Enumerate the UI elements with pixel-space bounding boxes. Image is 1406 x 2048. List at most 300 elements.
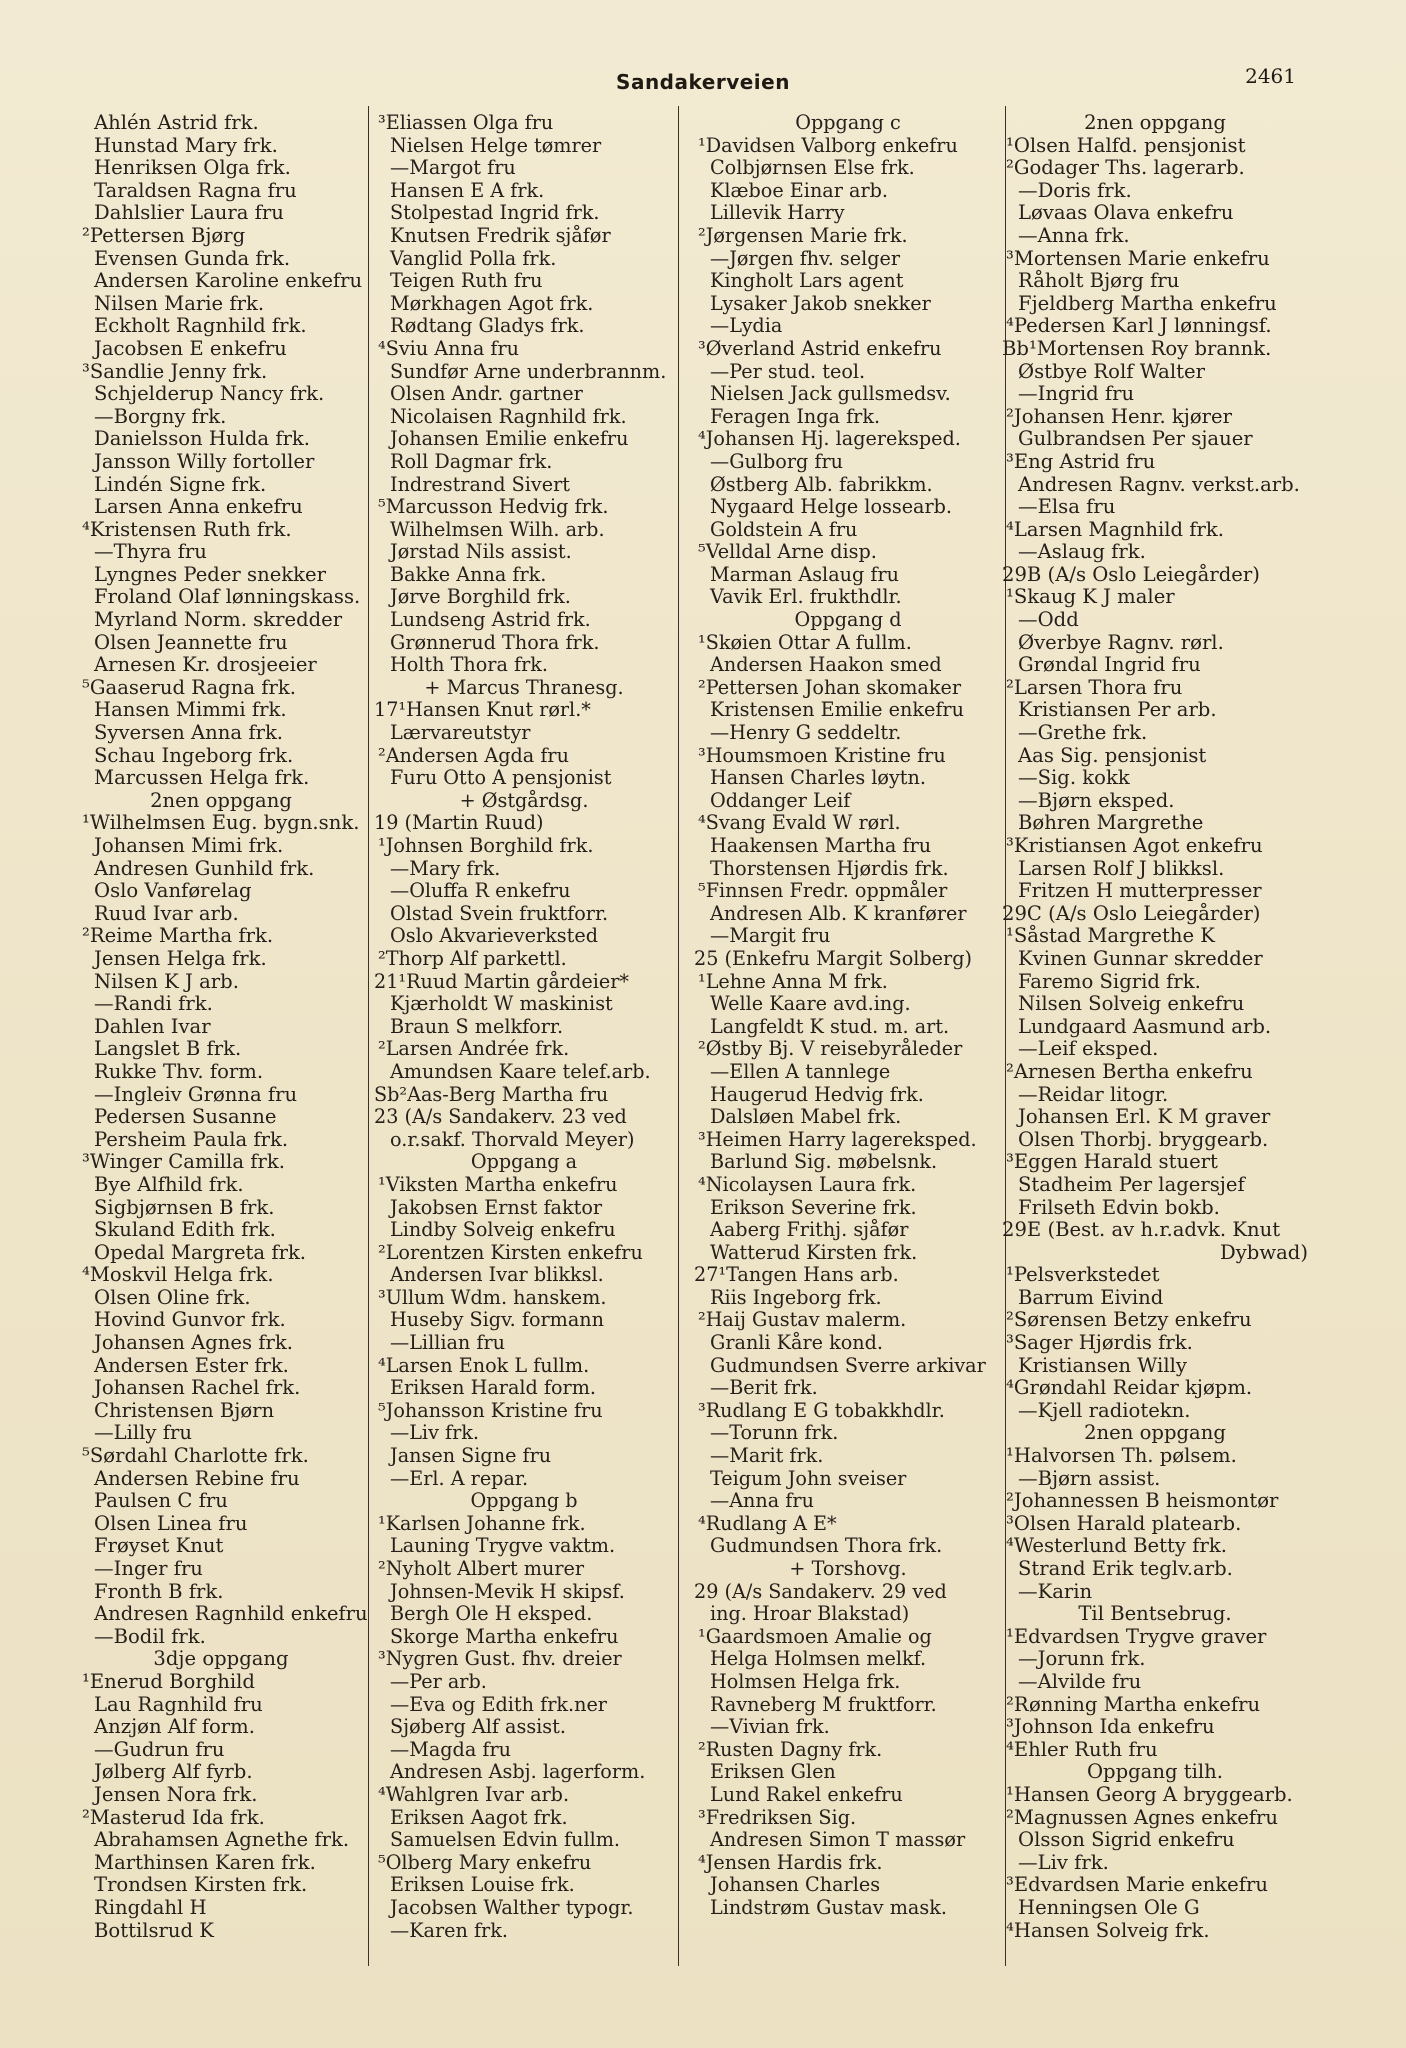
section-heading: + Marcus Thranesg. bbox=[424, 675, 624, 699]
listing-entry: Sb²Aas-Berg Martha fru bbox=[374, 1082, 609, 1106]
listing-entry: Løvaas Olava enkefru bbox=[1018, 201, 1234, 225]
column-3 bbox=[694, 112, 1002, 1972]
listing-entry: ¹Skøien Ottar A fullm. bbox=[698, 630, 912, 654]
listing-entry: Henriksen Olga frk. bbox=[94, 156, 291, 180]
listing-entry: Lysaker Jakob snekker bbox=[710, 291, 931, 315]
listing-entry: ³Winger Camilla frk. bbox=[82, 1150, 285, 1174]
listing-entry: ³Sandlie Jenny frk. bbox=[82, 359, 268, 383]
listing-entry: ²Sørensen Betzy enkefru bbox=[1006, 1308, 1252, 1332]
listing-entry: Lundgaard Aasmund arb. bbox=[1018, 1014, 1272, 1038]
listing-entry: ³Eliassen Olga fru bbox=[378, 111, 554, 134]
listing-entry: Johansen Agnes frk. bbox=[94, 1331, 293, 1355]
listing-entry: Jansen Signe fru bbox=[390, 1444, 552, 1468]
listing-entry: Bye Alfhild frk. bbox=[94, 1172, 244, 1196]
listing-entry: —Torunn frk. bbox=[710, 1421, 839, 1445]
listing-entry: Nielsen Helge tømrer bbox=[390, 133, 602, 157]
listing-entry: Østbye Rolf Walter bbox=[1018, 359, 1205, 383]
listing-entry: Dahlslier Laura fru bbox=[94, 201, 284, 225]
listing-entry: Eriksen Louise frk. bbox=[390, 1873, 575, 1897]
listing-entry: —Doris frk. bbox=[1018, 178, 1132, 202]
listing-entry: Jacobsen Walther typogr. bbox=[390, 1895, 634, 1919]
listing-entry: ¹Gaardsmoen Amalie og bbox=[698, 1624, 932, 1648]
listing-entry: Gudmundsen Thora frk. bbox=[710, 1534, 943, 1558]
listing-entry: —Kjell radiotekn. bbox=[1018, 1398, 1191, 1422]
listing-entry: Johansen Rachel frk. bbox=[94, 1376, 301, 1400]
listing-entry: Lindstrøm Gustav mask. bbox=[710, 1895, 947, 1919]
listing-entry: Johansen Emilie enkefru bbox=[390, 427, 629, 451]
listing-entry: ³Ullum Wdm. hanskem. bbox=[378, 1285, 607, 1309]
listing-entry: ⁵Johansson Kristine fru bbox=[378, 1398, 603, 1422]
listing-entry: —Ingrid fru bbox=[1018, 382, 1135, 406]
listing-entry: Taraldsen Ragna fru bbox=[94, 178, 297, 202]
listing-entry: Goldstein A fru bbox=[710, 517, 858, 541]
listing-entry: Samuelsen Edvin fullm. bbox=[390, 1828, 621, 1852]
listing-entry: Erikson Severine frk. bbox=[710, 1195, 917, 1219]
section-heading: Oppgang a bbox=[470, 1150, 578, 1174]
listing-entry: ²Jørgensen Marie frk. bbox=[698, 223, 908, 247]
listing-entry: Oddanger Leif bbox=[710, 788, 851, 812]
listing-entry: Syversen Anna frk. bbox=[94, 721, 284, 745]
listing-entry: ²Haij Gustav malerm. bbox=[698, 1308, 907, 1332]
listing-entry: Eriksen Harald form. bbox=[390, 1376, 597, 1400]
listing-entry: Klæboe Einar arb. bbox=[710, 178, 888, 202]
listing-entry: Jacobsen E enkefru bbox=[94, 336, 287, 360]
listing-entry: Eriksen Glen bbox=[710, 1760, 836, 1784]
listing-entry: Gulbrandsen Per sjauer bbox=[1018, 427, 1253, 451]
listing-entry: —Bjørn eksped. bbox=[1018, 788, 1175, 812]
listing-entry: Haakensen Martha fru bbox=[710, 834, 932, 857]
listing-entry: —Aslaug frk. bbox=[1018, 540, 1146, 564]
listing-entry: Oslo Vanførelag bbox=[94, 879, 252, 903]
listing-entry: ²Rønning Martha enkefru bbox=[1006, 1692, 1261, 1716]
listing-entry: Granli Kåre kond. bbox=[710, 1331, 883, 1355]
listing-entry: —Henry G seddeltr. bbox=[710, 721, 902, 745]
listing-entry: Kristiansen Per arb. bbox=[1018, 698, 1217, 722]
listing-entry: —Anna fru bbox=[710, 1489, 814, 1513]
listing-entry: Ringdahl H bbox=[94, 1895, 207, 1919]
column-divider bbox=[368, 106, 369, 1966]
listing-entry: Skorge Martha enkefru bbox=[390, 1624, 619, 1648]
listing-entry: —Vivian frk. bbox=[710, 1715, 830, 1739]
listing-entry: ²Pettersen Bjørg bbox=[82, 223, 246, 247]
listing-entry: —Alvilde fru bbox=[1018, 1669, 1142, 1693]
listing-entry: —Per stud. teol. bbox=[710, 359, 866, 383]
listing-entry: Olsen Linea fru bbox=[94, 1511, 248, 1535]
listing-entry: —Mary frk. bbox=[390, 856, 501, 880]
listing-entry: Rødtang Gladys frk. bbox=[390, 314, 585, 338]
listing-entry: Pedersen Susanne bbox=[94, 1105, 277, 1129]
page-number: 2461 bbox=[1245, 64, 1296, 88]
listing-entry: Dalsløen Mabel frk. bbox=[710, 1105, 902, 1129]
listing-entry: Olstad Svein fruktforr. bbox=[390, 901, 609, 925]
listing-entry: ¹Såstad Margrethe K bbox=[1006, 924, 1215, 948]
listing-entry: —Erl. A repar. bbox=[390, 1466, 529, 1490]
listing-entry: Marcussen Helga frk. bbox=[94, 766, 310, 790]
listing-entry: Sundfør Arne underbrannm. bbox=[390, 359, 667, 383]
listing-entry: —Randi frk. bbox=[94, 992, 213, 1016]
listing-entry: ¹Karlsen Johanne frk. bbox=[378, 1511, 586, 1535]
listing-entry: Holmsen Helga frk. bbox=[710, 1669, 901, 1693]
listing-entry: ¹Viksten Martha enkefru bbox=[378, 1172, 618, 1196]
listing-entry: Abrahamsen Agnethe frk. bbox=[94, 1828, 350, 1852]
listing-entry: ⁴Larsen Enok L fullm. bbox=[378, 1353, 590, 1377]
listing-entry: ²Nyholt Albert murer bbox=[378, 1557, 585, 1580]
listing-entry: Olsen Jeannette fru bbox=[94, 630, 288, 654]
listing-entry: ³Eggen Harald stuert bbox=[1006, 1150, 1218, 1174]
listing-entry: ¹Johnsen Borghild frk. bbox=[378, 834, 594, 857]
listing-entry: ²Godager Ths. lagerarb. bbox=[1006, 156, 1245, 180]
listing-entry: ⁵Olberg Mary enkefru bbox=[378, 1850, 592, 1874]
listing-entry: ³Johnson Ida enkefru bbox=[1006, 1715, 1215, 1739]
section-heading: 2nen oppgang bbox=[1084, 111, 1226, 134]
listing-entry: ⁴Westerlund Betty frk. bbox=[1006, 1534, 1227, 1558]
listing-entry: ³Sager Hjørdis frk. bbox=[1006, 1331, 1193, 1355]
listing-entry: Kjærholdt W maskinist bbox=[390, 992, 613, 1016]
listing-entry: ²Johannessen B heismontør bbox=[1006, 1489, 1279, 1513]
listing-entry: Henningsen Ole G bbox=[1018, 1895, 1200, 1919]
listing-entry: ⁴Moskvil Helga frk. bbox=[82, 1263, 274, 1287]
listing-entry: Nilsen Marie frk. bbox=[94, 291, 265, 315]
listing-entry: Roll Dagmar frk. bbox=[390, 449, 553, 473]
listing-entry: —Karin bbox=[1018, 1579, 1093, 1603]
listing-entry: Grøndal Ingrid fru bbox=[1018, 653, 1201, 677]
listing-entry: Myrland Norm. skredder bbox=[94, 608, 343, 632]
listing-entry: Kristensen Emilie enkefru bbox=[710, 698, 964, 722]
listing-entry: Wilhelmsen Wilh. arb. bbox=[390, 517, 605, 541]
listing-entry: Lindby Solveig enkefru bbox=[390, 1218, 616, 1242]
listing-entry: Marthinsen Karen frk. bbox=[94, 1850, 316, 1874]
listing-entry: Jakobsen Ernst faktor bbox=[390, 1195, 603, 1219]
section-heading: 2nen oppgang bbox=[150, 788, 292, 812]
listing-entry: —Oluffa R enkefru bbox=[390, 879, 571, 903]
listing-entry: Indrestrand Sivert bbox=[390, 472, 571, 496]
listing-entry: Launing Trygve vaktm. bbox=[390, 1534, 616, 1558]
listing-entry: ³Nygren Gust. fhv. dreier bbox=[378, 1647, 622, 1671]
listing-entry: ²Johansen Henr. kjører bbox=[1006, 404, 1232, 428]
listing-entry: ³Kristiansen Agot enkefru bbox=[1006, 834, 1263, 857]
section-heading: + Torshovg. bbox=[789, 1557, 907, 1580]
listing-entry: Jansson Willy fortoller bbox=[94, 449, 315, 473]
section-heading: Oppgang b bbox=[470, 1489, 578, 1513]
section-heading: Til Bentsebrug. bbox=[1078, 1602, 1232, 1626]
listing-entry: Riis Ingeborg frk. bbox=[710, 1285, 882, 1309]
listing-entry: —Margit fru bbox=[710, 924, 831, 948]
listing-entry: Amundsen Kaare telef.arb. bbox=[390, 1059, 651, 1083]
listing-entry: Johansen Erl. K M graver bbox=[1018, 1105, 1271, 1129]
listing-entry: —Bjørn assist. bbox=[1018, 1466, 1161, 1490]
listing-entry: —Sig. kokk bbox=[1018, 766, 1130, 790]
listing-entry: Jølberg Alf fyrb. bbox=[94, 1760, 253, 1784]
listing-entry: ⁴Grøndahl Reidar kjøpm. bbox=[1006, 1376, 1253, 1400]
section-heading: Oppgang tilh. bbox=[1086, 1760, 1224, 1784]
listing-entry: Fronth B frk. bbox=[94, 1579, 224, 1603]
listing-entry: ¹Halvorsen Th. pølsem. bbox=[1006, 1444, 1237, 1468]
listing-entry: o.r.sakf. Thorvald Meyer) bbox=[390, 1127, 635, 1151]
listing-entry: Vanglid Polla frk. bbox=[390, 246, 557, 270]
listing-entry: Larsen Anna enkefru bbox=[94, 495, 303, 519]
listing-entry: Johansen Charles bbox=[710, 1873, 881, 1897]
listing-entry: ⁴Nicolaysen Laura frk. bbox=[698, 1172, 917, 1196]
listing-entry: Andresen Ragnhild enkefru bbox=[94, 1602, 368, 1626]
listing-entry: Oslo Akvarieverksted bbox=[390, 924, 598, 948]
listing-entry: Marman Aslaug fru bbox=[710, 562, 899, 586]
listing-entry: Trondsen Kirsten frk. bbox=[94, 1873, 308, 1897]
listing-entry: —Berit frk. bbox=[710, 1376, 818, 1400]
listing-entry: —Thyra fru bbox=[94, 540, 207, 564]
listing-entry: ³Edvardsen Marie enkefru bbox=[1006, 1873, 1268, 1897]
listing-entry: Langslet B frk. bbox=[94, 1037, 242, 1061]
listing-entry: Andersen Haakon smed bbox=[710, 653, 942, 677]
listing-entry: ²Østby Bj. V reisebyråleder bbox=[698, 1037, 963, 1061]
listing-entry: Frøyset Knut bbox=[94, 1534, 224, 1558]
listing-entry: —Jorunn frk. bbox=[1018, 1647, 1146, 1671]
listing-entry: Olsson Sigrid enkefru bbox=[1018, 1828, 1235, 1852]
listing-entry: —Borgny frk. bbox=[94, 404, 227, 428]
listing-entry: Faremo Sigrid frk. bbox=[1018, 969, 1201, 993]
listing-entry: Andresen Simon T massør bbox=[710, 1828, 966, 1852]
listing-entry: ²Larsen Thora fru bbox=[1006, 675, 1183, 699]
listing-entry: —Jørgen fhv. selger bbox=[710, 246, 901, 270]
listing-entry: Bottilsrud K bbox=[94, 1918, 214, 1942]
listing-entry: ¹Edvardsen Trygve graver bbox=[1006, 1624, 1267, 1648]
listing-entry: —Lillian fru bbox=[390, 1331, 506, 1355]
listing-entry: Johansen Mimi frk. bbox=[94, 834, 284, 857]
listing-entry: ³Fredriksen Sig. bbox=[698, 1805, 857, 1829]
listing-entry: ²Lorentzen Kirsten enkefru bbox=[378, 1240, 643, 1264]
listing-entry: —Ingleiv Grønna fru bbox=[94, 1082, 298, 1106]
listing-entry: ²Arnesen Bertha enkefru bbox=[1006, 1059, 1253, 1083]
listing-entry: ⁴Rudlang A E* bbox=[698, 1511, 837, 1535]
listing-entry: Mørkhagen Agot frk. bbox=[390, 291, 594, 315]
listing-entry: —Liv frk. bbox=[390, 1421, 480, 1445]
listing-entry: Schjelderup Nancy frk. bbox=[94, 382, 325, 406]
listing-entry: Colbjørnsen Else frk. bbox=[710, 156, 915, 180]
listing-entry: Holth Thora frk. bbox=[390, 653, 549, 677]
listing-entry: 25 (Enkefru Margit Solberg) bbox=[694, 946, 972, 970]
section-heading: Oppgang d bbox=[794, 608, 902, 632]
listing-entry: Dybwad) bbox=[1220, 1240, 1308, 1264]
listing-entry: Bøhren Margrethe bbox=[1018, 811, 1204, 835]
listing-entry: ⁴Sviu Anna fru bbox=[378, 336, 520, 360]
listing-entry: Nilsen K J arb. bbox=[94, 969, 239, 993]
listing-entry: Strand Erik teglv.arb. bbox=[1018, 1557, 1233, 1580]
listing-entry: ⁴Ehler Ruth fru bbox=[1006, 1737, 1158, 1761]
listing-entry: Aas Sig. pensjonist bbox=[1018, 743, 1207, 767]
listing-entry: —Eva og Edith frk.ner bbox=[390, 1692, 607, 1716]
listing-entry: Frilseth Edvin bokb. bbox=[1018, 1195, 1220, 1219]
listing-entry: Hansen E A frk. bbox=[390, 178, 545, 202]
listing-entry: ²Larsen Andrée frk. bbox=[378, 1037, 570, 1061]
listing-entry: Helga Holmsen melkf. bbox=[710, 1647, 927, 1671]
listing-entry: —Inger fru bbox=[94, 1557, 203, 1580]
listing-entry: 19 (Martin Ruud) bbox=[374, 811, 544, 835]
listing-entry: 23 (A/s Sandakerv. 23 ved bbox=[374, 1105, 627, 1129]
listing-entry: Olsen Thorbj. bryggearb. bbox=[1018, 1127, 1269, 1151]
listing-entry: Andersen Rebine fru bbox=[94, 1466, 300, 1490]
listing-entry: Arnesen Kr. drosjeeier bbox=[94, 653, 317, 677]
listing-entry: Lindén Signe frk. bbox=[94, 472, 267, 496]
listing-entry: Ravneberg M fruktforr. bbox=[710, 1692, 937, 1716]
listing-entry: ³Øverland Astrid enkefru bbox=[698, 336, 942, 360]
listing-entry: 29E (Best. av h.r.advk. Knut bbox=[1002, 1218, 1281, 1242]
listing-entry: ²Masterud Ida frk. bbox=[82, 1805, 265, 1829]
listing-entry: Andresen Asbj. lagerform. bbox=[390, 1760, 646, 1784]
listing-entry: —Karen frk. bbox=[390, 1918, 508, 1942]
listing-entry: ²Andersen Agda fru bbox=[378, 743, 569, 767]
listing-entry: ¹Olsen Halfd. pensjonist bbox=[1006, 133, 1246, 157]
listing-entry: 29B (A/s Oslo Leiegårder) bbox=[1002, 562, 1260, 586]
listing-entry: Nygaard Helge lossearb. bbox=[710, 495, 953, 519]
listing-entry: Råholt Bjørg fru bbox=[1018, 269, 1180, 293]
listing-entry: Sigbjørnsen B frk. bbox=[94, 1195, 275, 1219]
listing-entry: Bakke Anna frk. bbox=[390, 562, 547, 586]
listing-entry: Ruud Ivar arb. bbox=[94, 901, 239, 925]
listing-entry: Jørve Borghild frk. bbox=[390, 585, 571, 609]
section-heading: + Østgårdsg. bbox=[459, 788, 589, 812]
listing-entry: Persheim Paula frk. bbox=[94, 1127, 289, 1151]
listing-entry: ⁵Marcusson Hedvig frk. bbox=[378, 495, 609, 519]
listing-entry: ²Pettersen Johan skomaker bbox=[698, 675, 962, 699]
listing-entry: Froland Olaf lønningskass. bbox=[94, 585, 361, 609]
listing-entry: ing. Hroar Blakstad) bbox=[710, 1602, 910, 1626]
listing-entry: Braun S melkforr. bbox=[390, 1014, 564, 1038]
listing-entry: Sjøberg Alf assist. bbox=[390, 1715, 566, 1739]
listing-entry: Jensen Helga frk. bbox=[94, 946, 267, 970]
listing-entry: Anzjøn Alf form. bbox=[94, 1715, 255, 1739]
listing-entry: ³Mortensen Marie enkefru bbox=[1006, 246, 1270, 270]
listing-entry: Feragen Inga frk. bbox=[710, 404, 881, 428]
listing-entry: Watterud Kirsten frk. bbox=[710, 1240, 918, 1264]
listing-entry: Evensen Gunda frk. bbox=[94, 246, 291, 270]
listing-entry: Huseby Sigv. formann bbox=[390, 1308, 605, 1332]
listing-entry: Welle Kaare avd.ing. bbox=[710, 992, 911, 1016]
listing-entry: —Ellen A tannlege bbox=[710, 1059, 891, 1083]
listing-entry: Bb¹Mortensen Roy brannk. bbox=[1002, 336, 1272, 360]
listing-entry: —Reidar litogr. bbox=[1018, 1082, 1169, 1106]
listing-entry: Kristiansen Willy bbox=[1018, 1353, 1187, 1377]
listing-entry: ⁴Pedersen Karl J lønningsf. bbox=[1006, 314, 1272, 338]
listing-entry: Olsen Oline frk. bbox=[94, 1285, 251, 1309]
listing-entry: —Per arb. bbox=[390, 1669, 487, 1693]
listing-entry: Eckholt Ragnhild frk. bbox=[94, 314, 307, 338]
listing-entry: Rukke Thv. form. bbox=[94, 1059, 264, 1083]
listing-entry: —Leif eksped. bbox=[1018, 1037, 1159, 1061]
listing-entry: Lund Rakel enkefru bbox=[710, 1782, 903, 1806]
column-4 bbox=[1002, 112, 1308, 1972]
listing-entry: ⁵Gaaserud Ragna frk. bbox=[82, 675, 296, 699]
listing-entry: Grønnerud Thora frk. bbox=[390, 630, 600, 654]
listing-entry: Aaberg Frithj. sjåfør bbox=[710, 1218, 909, 1242]
listing-entry: Vavik Erl. frukthdlr. bbox=[710, 585, 902, 609]
listing-entry: Johnsen-Mevik H skipsf. bbox=[390, 1579, 625, 1603]
listing-entry: Nicolaisen Ragnhild frk. bbox=[390, 404, 627, 428]
listing-entry: Ahlén Astrid frk. bbox=[94, 111, 259, 134]
listing-entry: Furu Otto A pensjonist bbox=[390, 766, 612, 790]
listing-entry: —Anna frk. bbox=[1018, 223, 1130, 247]
listing-entry: —Bodil frk. bbox=[94, 1624, 206, 1648]
listing-entry: Hovind Gunvor frk. bbox=[94, 1308, 286, 1332]
listing-entry: ¹Hansen Georg A bryggearb. bbox=[1006, 1782, 1293, 1806]
listing-entry: Kingholt Lars agent bbox=[710, 269, 904, 293]
street-title: Sandakerveien bbox=[616, 70, 790, 94]
listing-entry: 29C (A/s Oslo Leiegårder) bbox=[1002, 901, 1261, 925]
listing-entry: —Gulborg fru bbox=[710, 449, 844, 473]
listing-entry: Teigum John sveiser bbox=[710, 1466, 907, 1490]
listing-entry: Barrum Eivind bbox=[1018, 1285, 1164, 1309]
listing-entry: 21¹Ruud Martin gårdeier* bbox=[374, 969, 630, 993]
listing-entry: Jensen Nora frk. bbox=[94, 1782, 258, 1806]
listing-entry: ²Thorp Alf parkettl. bbox=[378, 946, 567, 970]
listing-entry: ¹Pelsverkstedet bbox=[1006, 1263, 1160, 1287]
listing-entry: Lundseng Astrid frk. bbox=[390, 608, 591, 632]
listing-entry: Danielsson Hulda frk. bbox=[94, 427, 311, 451]
listing-entry: Stadheim Per lagersjef bbox=[1018, 1172, 1245, 1196]
listing-entry: Fritzen H mutterpresser bbox=[1018, 879, 1262, 903]
section-heading: Oppgang c bbox=[795, 111, 901, 134]
listing-entry: Østberg Alb. fabrikkm. bbox=[710, 472, 933, 496]
listing-entry: Schau Ingeborg frk. bbox=[94, 743, 294, 767]
listing-entry: Lau Ragnhild fru bbox=[94, 1692, 263, 1716]
column-2 bbox=[374, 112, 674, 1972]
listing-entry: Barlund Sig. møbelsnk. bbox=[710, 1150, 938, 1174]
listing-entry: ⁵Velldal Arne disp. bbox=[698, 540, 877, 564]
listing-entry: Teigen Ruth fru bbox=[390, 269, 543, 293]
listing-entry: 29 (A/s Sandakerv. 29 ved bbox=[694, 1579, 947, 1603]
listing-entry: Hansen Charles løytn. bbox=[710, 766, 926, 790]
listing-entry: Eriksen Aagot frk. bbox=[390, 1805, 568, 1829]
listing-entry: Andersen Karoline enkefru bbox=[94, 269, 363, 293]
listing-entry: ¹Davidsen Valborg enkefru bbox=[698, 133, 958, 157]
listing-entry: Dahlen Ivar bbox=[94, 1014, 211, 1038]
listing-entry: —Elsa fru bbox=[1018, 495, 1116, 519]
listing-entry: Lillevik Harry bbox=[710, 201, 845, 225]
listing-entry: Langfeldt K stud. m. art. bbox=[710, 1014, 950, 1038]
listing-entry: ²Reime Martha frk. bbox=[82, 924, 274, 948]
listing-entry: ¹Wilhelmsen Eug. bygn.snk. bbox=[82, 811, 360, 835]
column-divider bbox=[678, 106, 679, 1966]
listing-entry: ³Rudlang E G tobakkhdlr. bbox=[698, 1398, 945, 1422]
listing-entry: Nielsen Jack gullsmedsv. bbox=[710, 382, 951, 406]
listing-entry: Andersen Ivar blikksl. bbox=[390, 1263, 604, 1287]
listing-entry: —Grethe frk. bbox=[1018, 721, 1148, 745]
listing-entry: Øverbye Ragnv. rørl. bbox=[1018, 630, 1224, 654]
listing-entry: ⁵Finnsen Fredr. oppmåler bbox=[698, 879, 948, 903]
listing-entry: —Odd bbox=[1018, 608, 1079, 632]
listing-entry: ¹Enerud Borghild bbox=[82, 1669, 255, 1693]
listing-entry: ⁴Wahlgren Ivar arb. bbox=[378, 1782, 570, 1806]
listing-entry: Paulsen C fru bbox=[94, 1489, 228, 1513]
listing-entry: ²Rusten Dagny frk. bbox=[698, 1737, 883, 1761]
listing-entry: Stolpestad Ingrid frk. bbox=[390, 201, 600, 225]
listing-entry: ⁵Sørdahl Charlotte frk. bbox=[82, 1444, 309, 1468]
listing-entry: Andresen Ragnv. verkst.arb. bbox=[1018, 472, 1300, 496]
listing-entry: ³Heimen Harry lagereksped. bbox=[698, 1127, 977, 1151]
listing-entry: Lyngnes Peder snekker bbox=[94, 562, 327, 586]
listing-entry: Kvinen Gunnar skredder bbox=[1018, 946, 1263, 970]
listing-entry: Andresen Alb. K kranfører bbox=[710, 901, 967, 925]
section-heading: 2nen oppgang bbox=[1084, 1421, 1226, 1445]
listing-entry: Hansen Mimmi frk. bbox=[94, 698, 287, 722]
listing-entry: Knutsen Fredrik sjåfør bbox=[390, 223, 611, 247]
listing-entry: —Liv frk. bbox=[1018, 1850, 1109, 1874]
listing-entry: ²Magnussen Agnes enkefru bbox=[1006, 1805, 1279, 1829]
listing-entry: Andersen Ester frk. bbox=[94, 1353, 289, 1377]
listing-entry: Thorstensen Hjørdis frk. bbox=[710, 856, 949, 880]
listing-entry: ⁴Kristensen Ruth frk. bbox=[82, 517, 292, 541]
listing-entry: —Lilly fru bbox=[94, 1421, 192, 1445]
listing-entry: Nilsen Solveig enkefru bbox=[1018, 992, 1245, 1016]
listing-entry: Christensen Bjørn bbox=[94, 1398, 275, 1422]
